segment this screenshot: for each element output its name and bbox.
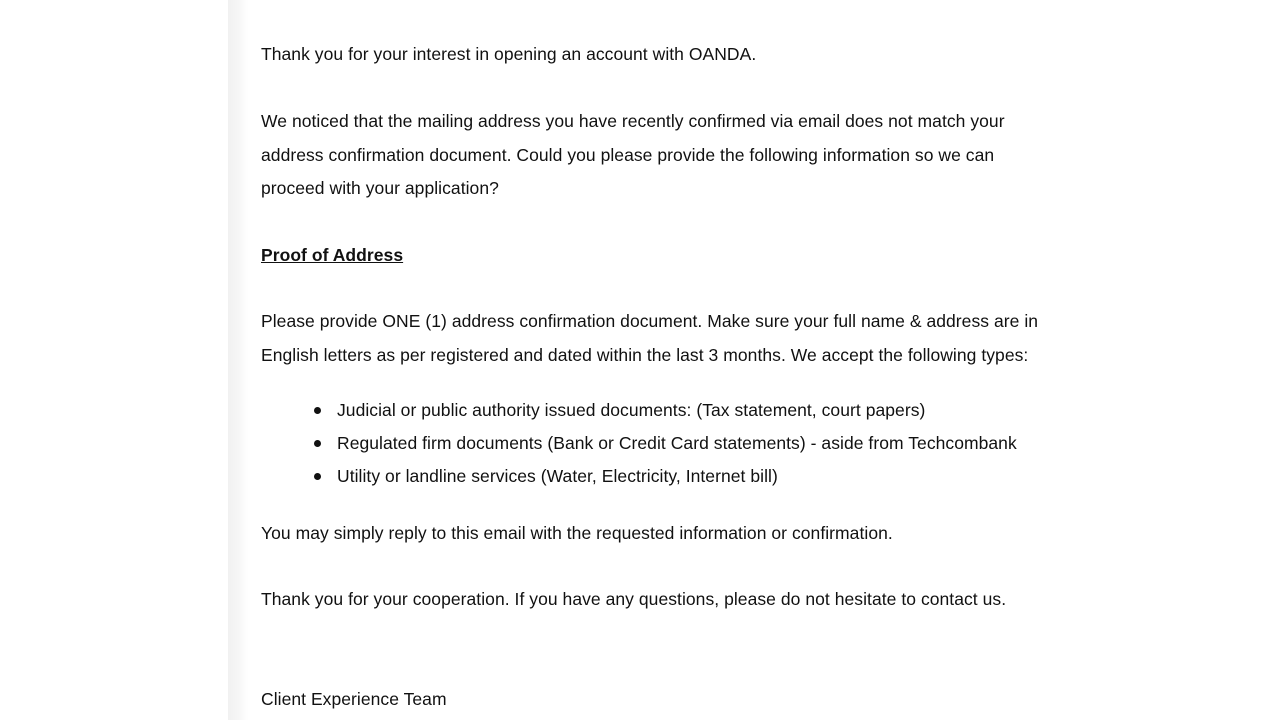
- bullet-icon: [314, 407, 321, 414]
- left-pane-edge: [228, 0, 248, 720]
- signature-text: Client Experience Team: [261, 689, 447, 709]
- notice-text-line-2: address confirmation document. Could you please provide the following information so we can: [261, 145, 995, 165]
- list-item-text: Utility or landline services (Water, Electricity, Internet bill): [337, 466, 778, 486]
- bullet-icon: [314, 473, 321, 480]
- greeting-text: Thank you for your interest in opening an account with OANDA.: [261, 44, 757, 64]
- notice-text-line-3: proceed with your application?: [261, 178, 499, 198]
- section-heading-proof-of-address: Proof of Address: [261, 245, 404, 265]
- list-item-text: Judicial or public authority issued documents: (Tax statement, court papers): [337, 400, 926, 420]
- instructions-text-line-2: English letters as per registered and dated within the last 3 months. We accept the following types:: [261, 345, 1029, 365]
- list-item-text: Regulated firm documents (Bank or Credit Card statements) - aside from Techcombank: [337, 433, 1017, 453]
- notice-text-line-1: We noticed that the mailing address you have recently confirmed via email does not match your: [261, 111, 1005, 131]
- reply-note-text: You may simply reply to this email with the requested information or confirmation.: [261, 523, 893, 543]
- instructions-text-line-1: Please provide ONE (1) address confirmation document. Make sure your full name & address are in: [261, 311, 1039, 331]
- bullet-icon: [314, 440, 321, 447]
- closing-text: Thank you for your cooperation. If you have any questions, please do not hesitate to contact us.: [261, 589, 1007, 609]
